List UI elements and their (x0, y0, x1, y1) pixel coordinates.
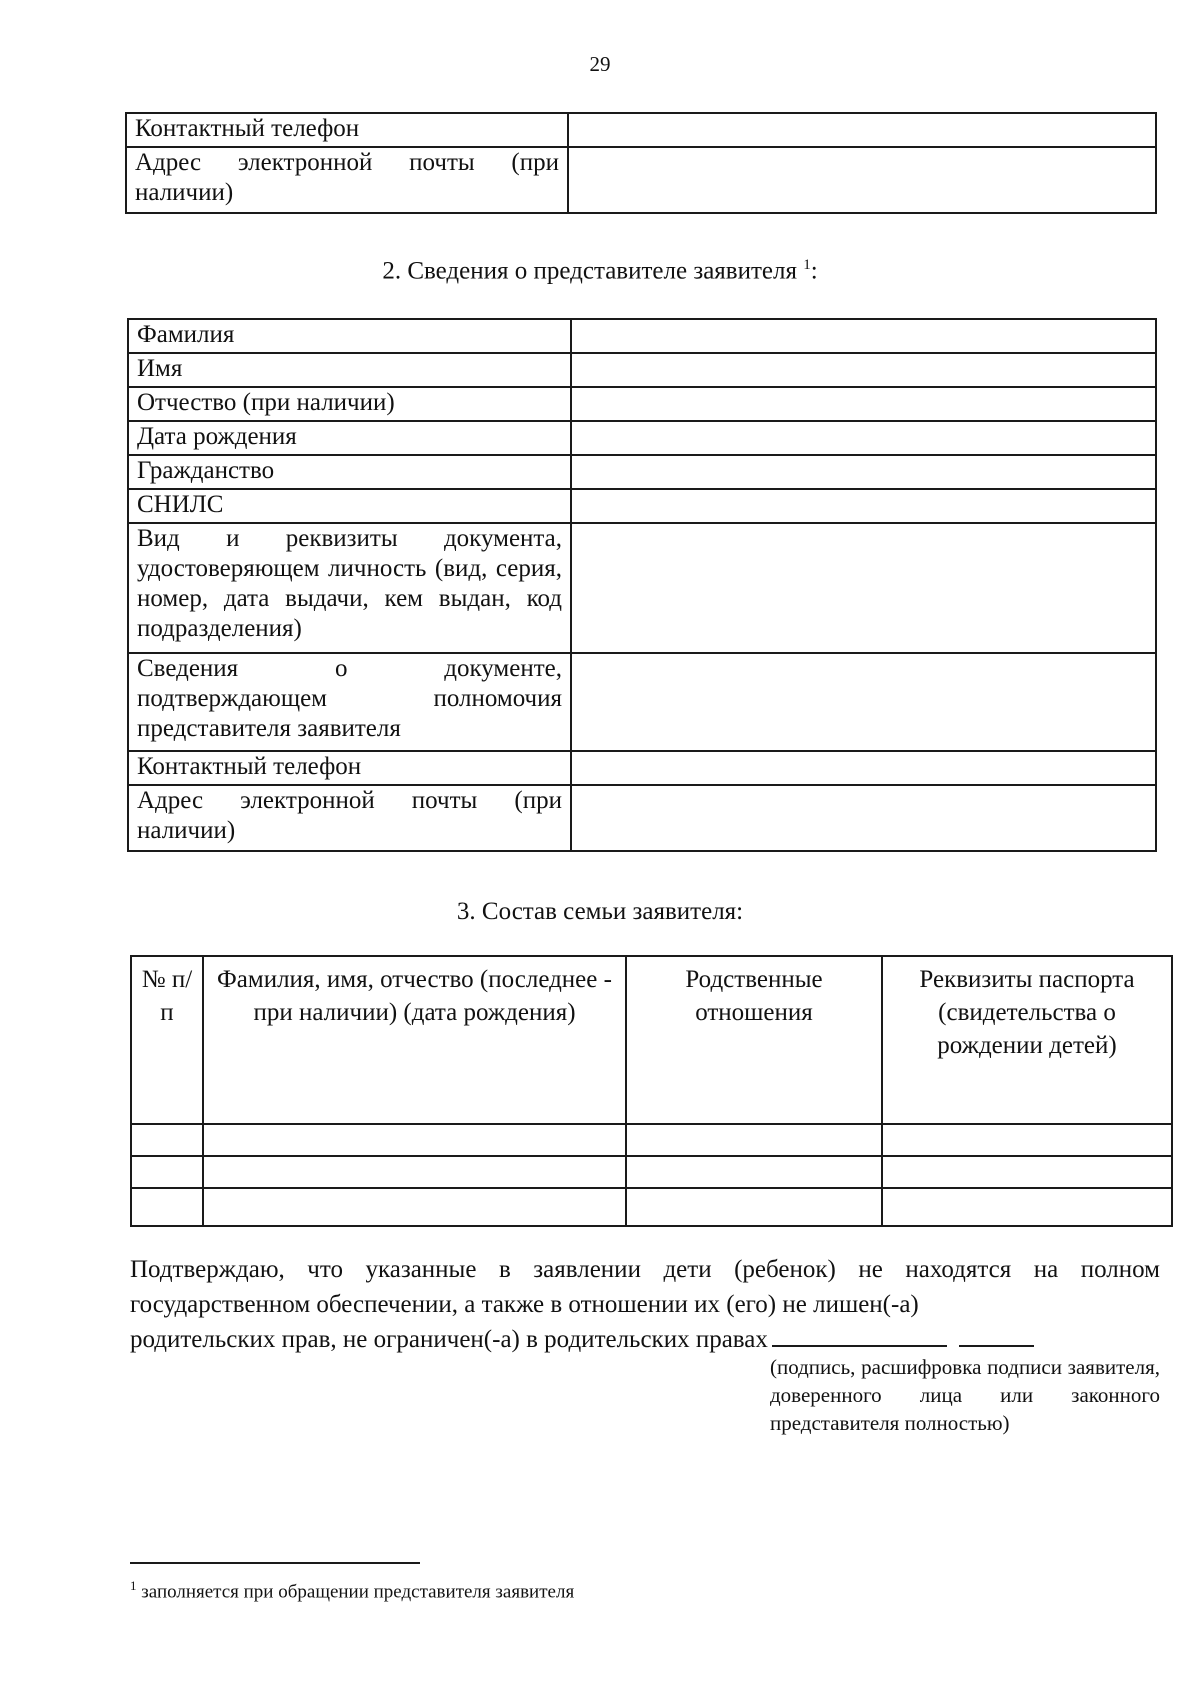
column-header-relationship: Родственные отношения (626, 956, 882, 1124)
cell-full-name[interactable] (203, 1156, 626, 1188)
section2-title (0, 257, 1200, 285)
snils-field[interactable] (571, 489, 1156, 523)
confirmation-paragraph (130, 1252, 1160, 1357)
table-row (131, 1156, 1172, 1188)
table-row (128, 785, 1156, 851)
surname-field[interactable] (571, 319, 1156, 353)
cell-number[interactable] (131, 1188, 203, 1226)
column-header-full-name: Фамилия, имя, отчество (последнее - при наличии) (дата рождения) (203, 956, 626, 1124)
cell-passport[interactable] (882, 1156, 1172, 1188)
signature-transcript-line[interactable] (959, 1323, 1034, 1347)
table-row (128, 421, 1156, 455)
citizenship-field[interactable] (571, 455, 1156, 489)
row-label-email: Адрес электронной почты (при наличии) (126, 147, 568, 213)
name-field[interactable] (571, 353, 1156, 387)
section3-title: 3. Состав семьи заявителя: (456, 898, 744, 925)
column-header-number: № п/п (131, 956, 203, 1124)
row-label-patronymic: Отчество (при наличии) (128, 387, 571, 421)
cell-relationship[interactable] (626, 1156, 882, 1188)
representative-table (127, 318, 1157, 852)
table-row (128, 523, 1156, 653)
row-label-authority-document: Сведения о документе, подтверждающем полномочия представителя заявителя (128, 653, 571, 751)
table-header-row (131, 956, 1172, 1124)
row-label-phone: Контактный телефон (126, 113, 568, 147)
table-row (128, 455, 1156, 489)
cell-relationship[interactable] (626, 1188, 882, 1226)
cell-full-name[interactable] (203, 1124, 626, 1156)
phone-value-field[interactable] (568, 113, 1156, 147)
row-label-citizenship: Гражданство (128, 455, 571, 489)
table-row (126, 147, 1156, 213)
footnote-text: заполняется при обращении представителя заявителя (141, 1581, 575, 1603)
rep-email-field[interactable] (571, 785, 1156, 851)
row-label-birth-date: Дата рождения (128, 421, 571, 455)
table-row (131, 1188, 1172, 1226)
row-label-rep-email: Адрес электронной почты (при наличии) (128, 785, 571, 851)
cell-passport[interactable] (882, 1124, 1172, 1156)
cell-number[interactable] (131, 1156, 203, 1188)
section2-title-colon: : (810, 257, 818, 285)
row-label-rep-phone: Контактный телефон (128, 751, 571, 785)
section2-title-text: 2. Сведения о представителе заявителя (382, 257, 797, 285)
footnote (130, 1574, 574, 1604)
birth-date-field[interactable] (571, 421, 1156, 455)
confirmation-last-line-text: родительских прав, не ограничен(-а) в родительских правах (130, 1326, 768, 1353)
email-value-field[interactable] (568, 147, 1156, 213)
footnote-ref: 1 (803, 257, 811, 273)
column-header-passport: Реквизиты паспорта (свидетельства о рождении детей) (882, 956, 1172, 1124)
table-row (128, 353, 1156, 387)
patronymic-field[interactable] (571, 387, 1156, 421)
cell-passport[interactable] (882, 1188, 1172, 1226)
authority-document-field[interactable] (571, 653, 1156, 751)
id-document-field[interactable] (571, 523, 1156, 653)
cell-relationship[interactable] (626, 1124, 882, 1156)
row-label-surname: Фамилия (128, 319, 571, 353)
rep-phone-field[interactable] (571, 751, 1156, 785)
family-table (130, 955, 1173, 1227)
table-row (128, 387, 1156, 421)
table-row (128, 751, 1156, 785)
cell-full-name[interactable] (203, 1188, 626, 1226)
footnote-divider (130, 1562, 420, 1564)
cell-number[interactable] (131, 1124, 203, 1156)
table-row (128, 653, 1156, 751)
page-number: 29 (589, 52, 611, 76)
table-row (128, 489, 1156, 523)
signature-line[interactable] (772, 1323, 947, 1347)
signature-caption: (подпись, расшифровка подписи заявителя, доверенного лица или законного представителя полностью) (770, 1355, 1160, 1435)
row-label-id-document: Вид и реквизиты документа, удостоверяющем личность (вид, серия, номер, дата выдачи, кем выдан, код подразделения) (128, 523, 571, 653)
table-row (126, 113, 1156, 147)
confirmation-last-line (130, 1322, 1160, 1357)
row-label-name: Имя (128, 353, 571, 387)
table-row (131, 1124, 1172, 1156)
footnote-marker: 1 (130, 1578, 137, 1593)
row-label-snils: СНИЛС (128, 489, 571, 523)
applicant-contacts-table (125, 112, 1157, 214)
confirmation-text: Подтверждаю, что указанные в заявлении дети (ребенок) не находятся на полном государственном обеспечении, а также в отношении их (его) не лишен(-а) (130, 1256, 1160, 1318)
table-row (128, 319, 1156, 353)
